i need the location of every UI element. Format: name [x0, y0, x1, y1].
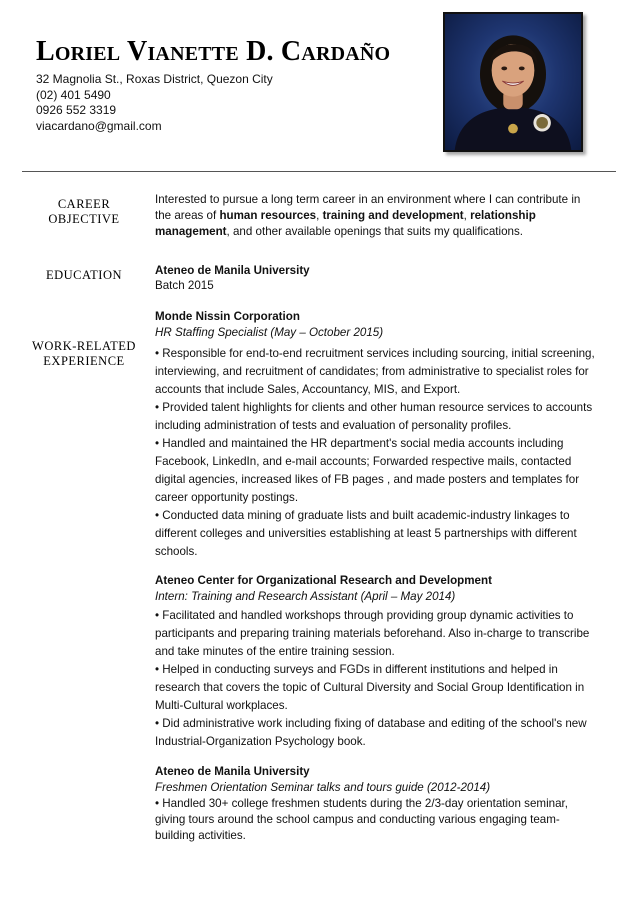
- experience-bullet: • Handled 30+ college freshmen students during the 2/3-day orientation seminar, giving tours around the school campus and conducting various engaging team-building activities.: [155, 797, 568, 842]
- experience-org: Ateneo Center for Organizational Research and Development: [155, 574, 492, 587]
- portrait-photo: [443, 12, 583, 152]
- education-batch: Batch 2015: [155, 279, 214, 292]
- experience-bullet: • Facilitated and handled workshops through providing group dynamic activities to participants and preparing training materials beforehand. Also in-charge to transcribe and take minutes of the entire training session.: [155, 609, 590, 658]
- applicant-name: Loriel Vianette D. Cardaño: [36, 36, 391, 67]
- objective-keyword-hr: human resources: [219, 209, 317, 222]
- career-objective-text: [155, 192, 595, 240]
- objective-text-4: , and other available openings that suits my qualifications.: [226, 225, 523, 238]
- experience-bullet: • Conducted data mining of graduate lists and built academic-industry linkages to different colleges and universities establishing at least 5 partnerships with different schools.: [155, 509, 577, 558]
- phone-number: (02) 401 5490: [36, 87, 111, 102]
- experience-org: Ateneo de Manila University: [155, 765, 310, 778]
- experience-bullet: • Did administrative work including fixing of database and editing of the school's new Industrial-Organization Psychology book.: [155, 717, 587, 748]
- header-divider: [22, 171, 616, 172]
- mobile-number: 0926 552 3319: [36, 103, 117, 117]
- objective-text-3: ,: [463, 209, 471, 222]
- objective-text-1: Interested to pursue a long term career in an environment where I can contribute in the areas of: [155, 193, 581, 222]
- experience-role: Freshmen Orientation Seminar talks and tours guide (2012-2014): [155, 781, 491, 794]
- objective-text-2: ,: [316, 209, 323, 222]
- portrait-photo-icon: [445, 14, 581, 150]
- work-experience-label-text: WORK-RELATED EXPERIENCE: [32, 339, 136, 368]
- experience-bullets: [155, 607, 595, 751]
- experience-role: HR Staffing Specialist (May – October 2015): [155, 326, 384, 339]
- career-objective-label-text: CAREER OBJECTIVE: [48, 197, 120, 226]
- education-school: Ateneo de Manila University: [155, 264, 310, 277]
- objective-keyword-relationship: relationship management: [155, 209, 536, 238]
- education-label: EDUCATION: [45, 268, 123, 282]
- address: 32 Magnolia St., Roxas District, Quezon City: [36, 72, 273, 86]
- experience-bullet: • Handled and maintained the HR department's social media accounts including Facebook, LinkedIn, and e-mail accounts; Forwarded respective mails, contacted digital agencies, increased likes of FB pages , and made posters and templates for career opportunity postings.: [155, 437, 580, 504]
- experience-bullet: • Responsible for end-to-end recruitment services including sourcing, initial screening, interviewing, and recruitment of candidates; from administrative to specialist roles for accounts that include Sales, Accountancy, MIS, and Export.: [155, 347, 595, 396]
- education-entry: [155, 263, 595, 293]
- experience-bullet: • Helped in conducting surveys and FGDs in different institutions and helped in research that covers the topic of Cultural Diversity and Social Group Identification in Multi-Cultural workplaces.: [155, 663, 585, 712]
- work-experience-label: [22, 339, 146, 369]
- experience-bullets: [155, 345, 595, 561]
- experience-org: Monde Nissin Corporation: [155, 310, 300, 323]
- experience-role: Intern: Training and Research Assistant (April – May 2014): [155, 590, 456, 603]
- email-address: viacardano@gmail.com: [36, 118, 162, 133]
- contact-info: [36, 72, 273, 134]
- objective-keyword-training: training and development: [322, 209, 464, 222]
- experience-entry: [155, 309, 595, 561]
- experience-bullets: [155, 796, 595, 844]
- experience-bullet: • Provided talent highlights for clients and other human resource services to accounts including administration of tests and evaluation of personality profiles.: [155, 401, 593, 432]
- experience-entry: [155, 764, 595, 844]
- career-objective-label: [22, 197, 146, 227]
- experience-entry: [155, 573, 595, 751]
